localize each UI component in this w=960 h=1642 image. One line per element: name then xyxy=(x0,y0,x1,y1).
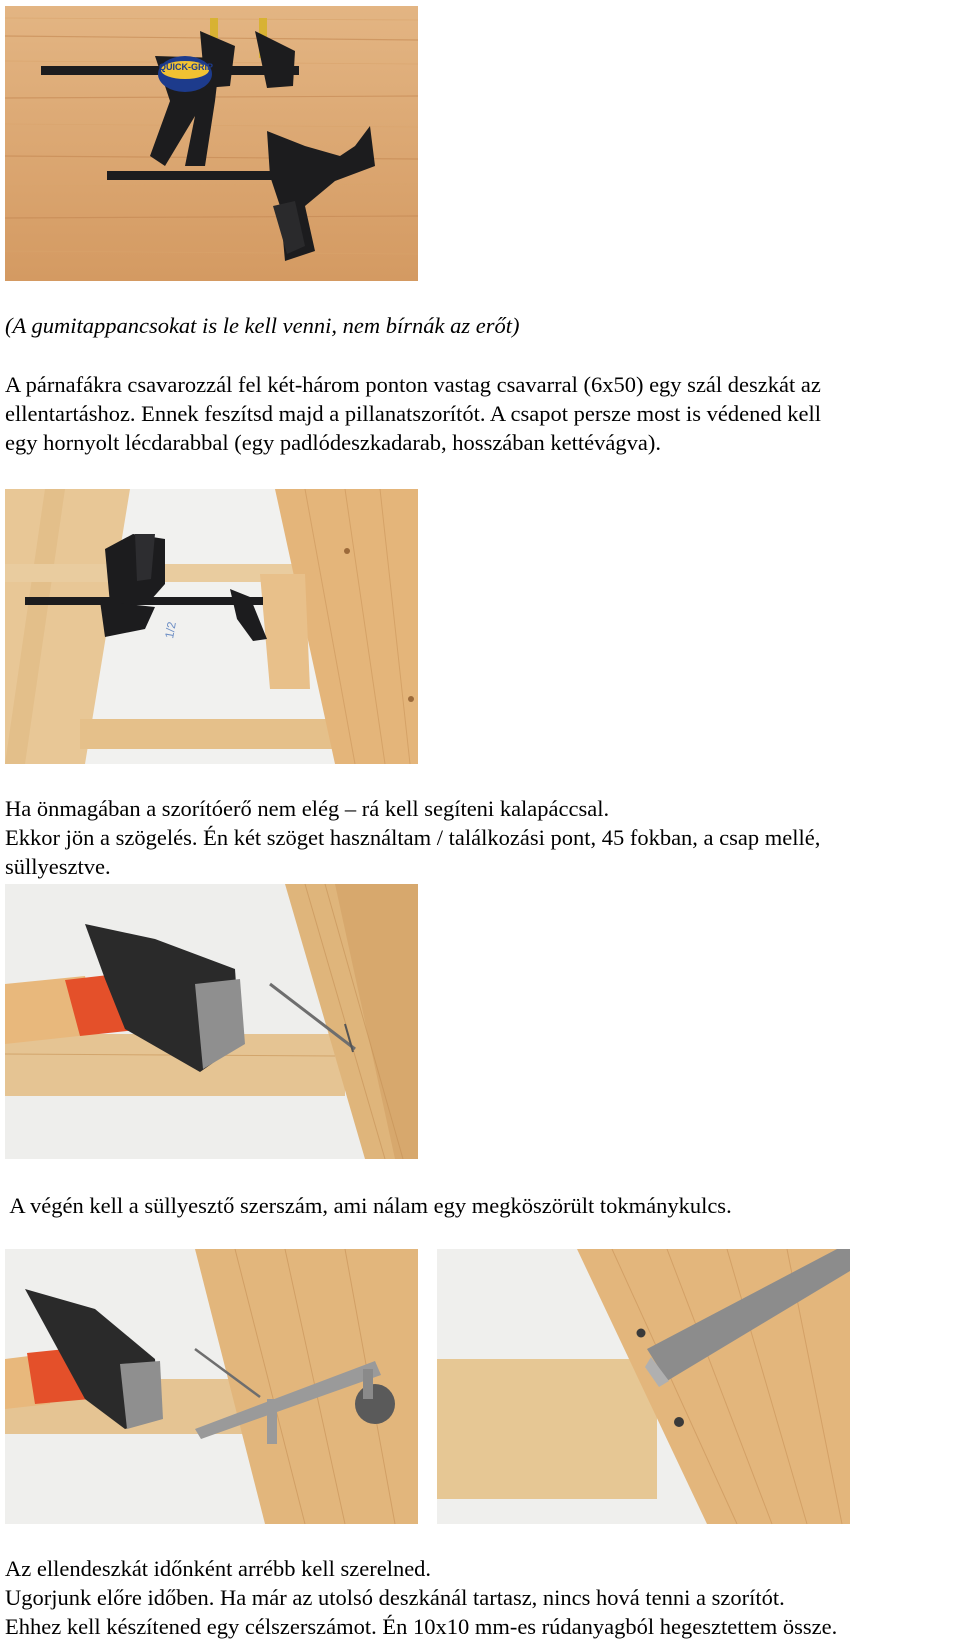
paragraph-2-line-1: Ha önmagában a szorítóerő nem elég – rá kell segíteni kalapáccsal. xyxy=(5,796,610,821)
paragraph-2-line-3: süllyesztve. xyxy=(5,854,111,879)
paragraph-4-line-3: Ehhez kell készítened egy célszerszámot. Én 10x10 mm-es rúdanyagból hegesztettem össze. xyxy=(5,1614,838,1639)
clamp-brand-logo: QUICK-GRIP xyxy=(159,62,213,72)
photo-quick-grip-clamps xyxy=(5,6,418,281)
paragraph-4-line-2: Ugorjunk előre időben. Ha már az utolsó deszkánál tartasz, nincs hová tenni a szorítót. xyxy=(5,1585,785,1610)
paragraph-1-line-3: egy hornyolt lécdarabbal (egy padlódeszkadarab, hosszában kettévágva). xyxy=(5,430,661,455)
svg-text:1/2: 1/2 xyxy=(162,620,179,640)
photo-countersunk-nails xyxy=(437,1249,850,1524)
caption-rubber-pads: (A gumitappancsokat is le kell venni, nem bírnák az erőt) xyxy=(5,313,520,338)
paragraph-2-line-2: Ekkor jön a szögelés. Én két szöget használtam / találkozási pont, 45 fokban, a csap mellé, xyxy=(5,825,821,850)
photo-hammer-nailing xyxy=(5,884,418,1159)
paragraph-3-line-1: A végén kell a süllyesztő szerszám, ami nálam egy megköszörült tokmánykulcs. xyxy=(5,1193,732,1218)
paragraph-1-line-2: ellentartáshoz. Ennek feszítsd majd a pillanatszorítót. A csapot persze most is védened kell xyxy=(5,401,822,426)
paragraph-1-line-1: A párnafákra csavarozzál fel két-három ponton vastag csavarral (6x50) egy szál deszkát az xyxy=(5,372,821,397)
paragraph-4-line-1: Az ellendeszkát időnként arrébb kell szerelned. xyxy=(5,1556,432,1581)
photo-chuck-key-punch xyxy=(5,1249,418,1524)
photo-clamp-on-boards xyxy=(5,489,418,764)
